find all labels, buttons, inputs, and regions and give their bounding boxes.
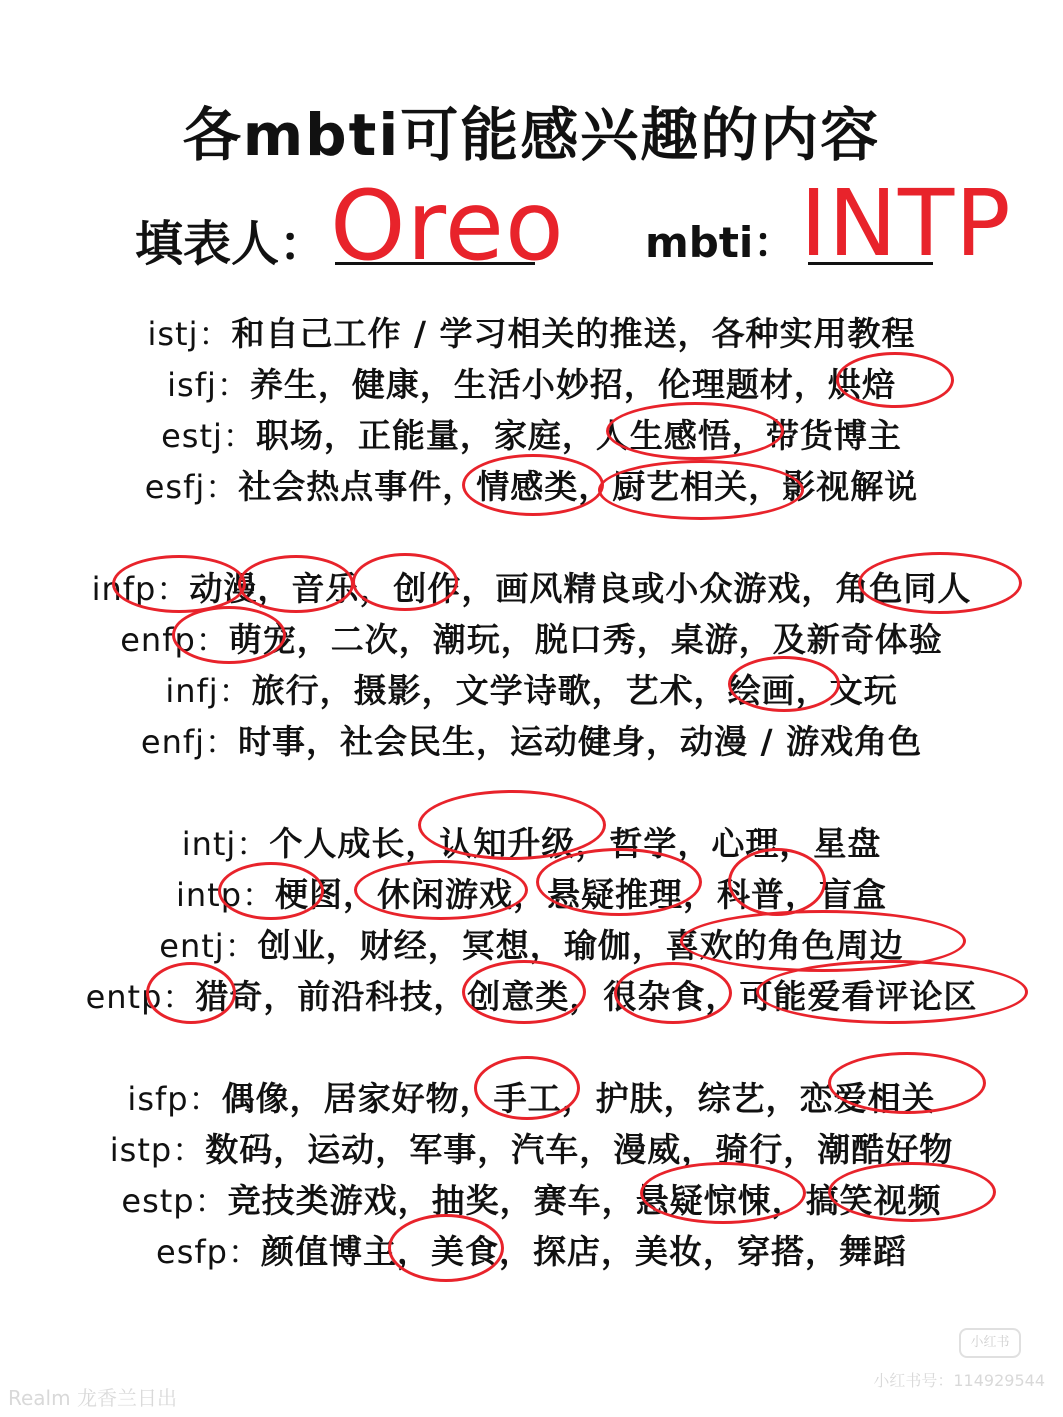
watermark-left: Realm 龙香兰日出 bbox=[8, 1386, 177, 1410]
list-item: enfj：时事，社会民生，运动健身，动漫 / 游戏角色 bbox=[140, 722, 923, 761]
list-item: intp：梗图，休闲游戏，悬疑推理，科普，盲盒 bbox=[175, 875, 888, 914]
list-item: entp：猎奇，前沿科技，创意类，很杂食，可能爱看评论区 bbox=[85, 977, 978, 1016]
filler-name-value: Oreo bbox=[330, 170, 565, 282]
list-item: isfp：偶像，居家好物，手工，护肤，综艺，恋爱相关 bbox=[127, 1079, 936, 1118]
list-item: esfp：颜值博主，美食，探店，美妆，穿搭，舞蹈 bbox=[156, 1232, 907, 1271]
list-item: entj：创业，财经，冥想，瑜伽，喜欢的角色周边 bbox=[159, 926, 904, 965]
list-item: isfj：养生，健康，生活小妙招，伦理题材，烘焙 bbox=[167, 365, 896, 404]
list-item: infp：动漫，音乐，创作，画风精良或小众游戏，角色同人 bbox=[91, 569, 972, 608]
watermark-badge: 小红书 bbox=[959, 1328, 1021, 1358]
list-item: estp：竞技类游戏，抽奖，赛车，悬疑惊悚，搞笑视频 bbox=[121, 1181, 942, 1220]
filler-name-label: 填表人： bbox=[135, 216, 328, 272]
page-title: 各mbti可能感兴趣的内容 bbox=[182, 101, 881, 169]
filler-mbti-label: mbti： bbox=[645, 218, 796, 267]
list-item: istj：和自己工作 / 学习相关的推送，各种实用教程 bbox=[147, 314, 916, 353]
list-item: esfj：社会热点事件，情感类，厨艺相关，影视解说 bbox=[144, 467, 919, 506]
filler-row bbox=[0, 170, 1063, 282]
list-item: istp：数码，运动，军事，汽车，漫威，骑行，潮酷好物 bbox=[109, 1130, 954, 1169]
filler-mbti-value: INTP bbox=[800, 170, 1012, 277]
list-item: intj：个人成长，认知升级，哲学，心理，星盘 bbox=[181, 824, 882, 863]
list-item: infj：旅行，摄影，文学诗歌，艺术，绘画，文玩 bbox=[165, 671, 898, 710]
list-item: estj：职场，正能量，家庭，人生感悟，带货博主 bbox=[161, 416, 902, 455]
watermark-right: 小红书号：114929544 bbox=[873, 1371, 1045, 1390]
list-item: enfp：萌宠，二次，潮玩，脱口秀，桌游，及新奇体验 bbox=[120, 620, 943, 659]
